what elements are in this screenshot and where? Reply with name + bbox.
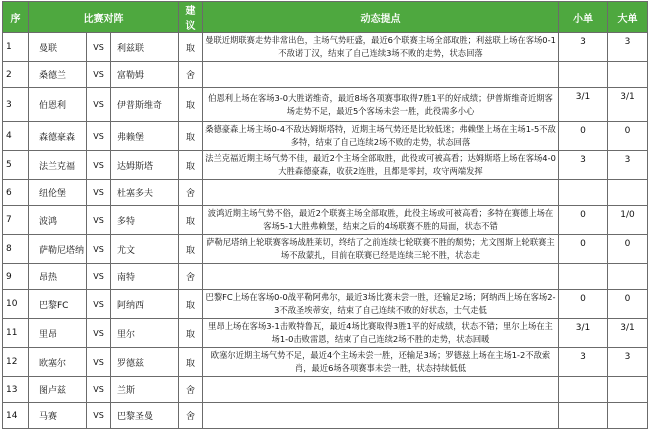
away-team: 尤文 (111, 235, 179, 264)
table-row (3, 235, 648, 264)
header-row (3, 2, 648, 33)
pick-value: 舍 (179, 377, 203, 403)
home-team: 里昂 (29, 319, 87, 348)
small-value: 3/1 (559, 88, 608, 122)
table-row (3, 206, 648, 235)
home-team: 波鸿 (29, 206, 87, 235)
vs-label: VS (87, 377, 111, 403)
large-value: 3 (608, 348, 648, 377)
home-team: 法兰克福 (29, 151, 87, 180)
vs-label: VS (87, 151, 111, 180)
table-row (3, 88, 648, 122)
away-team: 利兹联 (111, 33, 179, 62)
row-index: 4 (3, 122, 29, 151)
header-large: 大单 (608, 2, 648, 33)
pick-value: 取 (179, 235, 203, 264)
table-row (3, 180, 648, 206)
table-row (3, 264, 648, 290)
small-value: 0 (559, 235, 608, 264)
small-value (559, 62, 608, 88)
vs-label: VS (87, 264, 111, 290)
pick-value: 舍 (179, 62, 203, 88)
analysis-note (203, 403, 559, 429)
large-value: 3/1 (608, 319, 648, 348)
table-row (3, 403, 648, 429)
analysis-note: 法兰克福近期主场气势不佳，最近2个主场全部取胜，此役或可被高看；达姆斯塔上场在客场4-0大胜森德豪森，收获2连胜，且都是零封，攻守两端发挥 (203, 151, 559, 180)
table-row (3, 290, 648, 319)
home-team: 欧塞尔 (29, 348, 87, 377)
pick-value: 取 (179, 348, 203, 377)
small-value: 3 (559, 33, 608, 62)
row-index: 14 (3, 403, 29, 429)
vs-label: VS (87, 180, 111, 206)
row-index: 12 (3, 348, 29, 377)
away-team: 杜塞多夫 (111, 180, 179, 206)
row-index: 1 (3, 33, 29, 62)
vs-label: VS (87, 319, 111, 348)
pick-value: 舍 (179, 403, 203, 429)
large-value: 3 (608, 33, 648, 62)
lottery-table (2, 1, 648, 429)
home-team: 昂热 (29, 264, 87, 290)
pick-value: 取 (179, 206, 203, 235)
large-value: 0 (608, 290, 648, 319)
analysis-note: 里昂上场在客场3-1击败特鲁瓦，最近4场比赛取得3胜1平的好成绩，状态不错；里尔上场在主场1-0击败雷恩，结束了自己连续2场不胜的走势，状态回暖 (203, 319, 559, 348)
row-index: 6 (3, 180, 29, 206)
large-value (608, 264, 648, 290)
away-team: 里尔 (111, 319, 179, 348)
vs-label: VS (87, 290, 111, 319)
row-index: 3 (3, 88, 29, 122)
row-index: 2 (3, 62, 29, 88)
large-value (608, 62, 648, 88)
pick-value: 取 (179, 88, 203, 122)
away-team: 富勒姆 (111, 62, 179, 88)
home-team: 伯恩利 (29, 88, 87, 122)
vs-label: VS (87, 88, 111, 122)
small-value: 0 (559, 122, 608, 151)
home-team: 曼联 (29, 33, 87, 62)
analysis-note (203, 264, 559, 290)
pick-value: 取 (179, 319, 203, 348)
vs-label: VS (87, 33, 111, 62)
away-team: 弗赖堡 (111, 122, 179, 151)
large-value (608, 403, 648, 429)
header-pick: 建议 (179, 2, 203, 33)
row-index: 13 (3, 377, 29, 403)
home-team: 森德豪森 (29, 122, 87, 151)
row-index: 10 (3, 290, 29, 319)
vs-label: VS (87, 403, 111, 429)
away-team: 巴黎圣曼 (111, 403, 179, 429)
vs-label: VS (87, 62, 111, 88)
table-row (3, 151, 648, 180)
pick-value: 舍 (179, 180, 203, 206)
small-value (559, 264, 608, 290)
small-value: 0 (559, 206, 608, 235)
analysis-note: 桑德豪森上场主场0-4不敌达姆斯塔特，近期主场气势还是比较低迷；弗赖堡上场在主场1-5不敌多特，结束了自己连续2场不败的走势，状态回落 (203, 122, 559, 151)
vs-label: VS (87, 206, 111, 235)
large-value: 3/1 (608, 88, 648, 122)
analysis-note (203, 180, 559, 206)
large-value: 1/0 (608, 206, 648, 235)
vs-label: VS (87, 348, 111, 377)
small-value (559, 377, 608, 403)
analysis-note: 伯恩利上场在客场3-0大胜诺维奇，最近8场各项赛事取得7胜1平的好成绩；伊普斯维奇近期客场走势不足，最近5个客场未尝一胜，此役需多小心 (203, 88, 559, 122)
home-team: 桑德兰 (29, 62, 87, 88)
row-index: 7 (3, 206, 29, 235)
analysis-note (203, 377, 559, 403)
away-team: 达姆斯塔 (111, 151, 179, 180)
table-row (3, 62, 648, 88)
pick-value: 舍 (179, 264, 203, 290)
header-match: 比赛对阵 (29, 2, 179, 33)
vs-label: VS (87, 122, 111, 151)
home-team: 巴黎FC (29, 290, 87, 319)
analysis-note: 曼联近期联赛走势非常出色，主场气势旺盛，最近6个联赛主场全部取胜；利兹联上场在客场0-1不敌诺丁汉，结束了自己连续3场不败的走势，状态回落 (203, 33, 559, 62)
home-team: 马赛 (29, 403, 87, 429)
row-index: 11 (3, 319, 29, 348)
table-row (3, 348, 648, 377)
home-team: 萨勒尼塔纳 (29, 235, 87, 264)
away-team: 兰斯 (111, 377, 179, 403)
large-value: 3 (608, 151, 648, 180)
pick-value: 取 (179, 151, 203, 180)
table-row (3, 319, 648, 348)
analysis-note: 波鸿近期主场气势不俗，最近2个联赛主场全部取胜，此役主场或可被高看；多特在赛德上场在客场5-1大胜弗赖堡，结束之后的4场联赛不胜的局面，状态不错 (203, 206, 559, 235)
small-value: 3 (559, 348, 608, 377)
table-row (3, 33, 648, 62)
away-team: 伊普斯维奇 (111, 88, 179, 122)
large-value: 0 (608, 122, 648, 151)
pick-value: 取 (179, 290, 203, 319)
large-value: 0 (608, 235, 648, 264)
away-team: 阿纳西 (111, 290, 179, 319)
small-value: 3/1 (559, 319, 608, 348)
small-value (559, 180, 608, 206)
vs-label: VS (87, 235, 111, 264)
away-team: 南特 (111, 264, 179, 290)
small-value: 3 (559, 151, 608, 180)
row-index: 5 (3, 151, 29, 180)
large-value (608, 180, 648, 206)
analysis-note: 欧塞尔近期主场气势不足，最近4个主场未尝一胜，还输足3场；罗德兹上场在主场1-2不敌索肖，最近6场各项赛事未尝一胜，状态持续低低 (203, 348, 559, 377)
away-team: 多特 (111, 206, 179, 235)
header-index: 序 (3, 2, 29, 33)
table-row (3, 122, 648, 151)
pick-value: 取 (179, 33, 203, 62)
header-small: 小单 (559, 2, 608, 33)
pick-value: 取 (179, 122, 203, 151)
large-value (608, 377, 648, 403)
analysis-note: 萨勒尼塔纳上轮联赛客场战胜莱切，终结了之前连续七轮联赛不胜的颓势；尤文图斯上轮联赛主场不敌蒙扎，目前在联赛已经是连续三轮不胜，状态走 (203, 235, 559, 264)
analysis-note: 巴黎FC上场在客场0-0战平勒阿弗尔，最近3场比赛未尝一胜，还输足2场；阿纳西上场在客场2-3不敌圣埃蒂安，结束了自己连续不败的好状态，士气走低 (203, 290, 559, 319)
row-index: 8 (3, 235, 29, 264)
away-team: 罗德兹 (111, 348, 179, 377)
table-row (3, 377, 648, 403)
small-value (559, 403, 608, 429)
analysis-note (203, 62, 559, 88)
home-team: 图卢兹 (29, 377, 87, 403)
header-note: 动态提点 (203, 2, 559, 33)
small-value: 0 (559, 290, 608, 319)
home-team: 纽伦堡 (29, 180, 87, 206)
row-index: 9 (3, 264, 29, 290)
